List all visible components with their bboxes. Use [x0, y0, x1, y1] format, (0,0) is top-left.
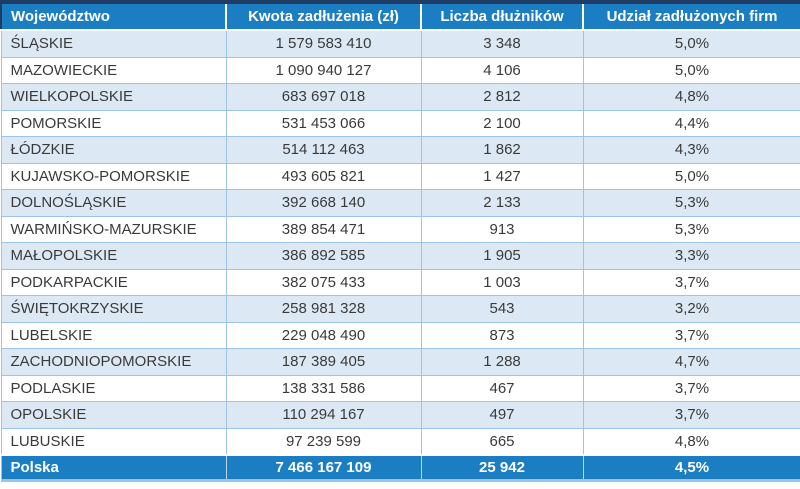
- column-header-share: Udział zadłużonych firm: [583, 4, 800, 30]
- cell-share: 4,8%: [583, 84, 800, 111]
- table-header-row: [1, 4, 800, 30]
- total-debtors: 25 942: [421, 455, 583, 481]
- cell-region: OPOLSKIE: [1, 402, 226, 429]
- cell-share: 4,8%: [583, 428, 800, 455]
- cell-debtors: 1 862: [421, 137, 583, 164]
- table-row: [1, 190, 800, 217]
- table-row: [1, 322, 800, 349]
- cell-region: LUBELSKIE: [1, 322, 226, 349]
- cell-debt: 1 090 940 127: [226, 57, 421, 84]
- table-row: [1, 296, 800, 323]
- cell-debt: 110 294 167: [226, 402, 421, 429]
- cell-region: LUBUSKIE: [1, 428, 226, 455]
- cell-share: 4,4%: [583, 110, 800, 137]
- cell-debtors: 467: [421, 375, 583, 402]
- cell-debtors: 665: [421, 428, 583, 455]
- cell-debtors: 873: [421, 322, 583, 349]
- column-header-debt: Kwota zadłużenia (zł): [226, 4, 421, 30]
- cell-share: 4,3%: [583, 137, 800, 164]
- cell-debtors: 497: [421, 402, 583, 429]
- cell-region: DOLNOŚLĄSKIE: [1, 190, 226, 217]
- table-row: [1, 84, 800, 111]
- cell-debt: 392 668 140: [226, 190, 421, 217]
- cell-share: 4,7%: [583, 349, 800, 376]
- cell-share: 5,0%: [583, 163, 800, 190]
- column-header-region: Województwo: [1, 4, 226, 30]
- table-row: [1, 349, 800, 376]
- cell-share: 3,3%: [583, 243, 800, 270]
- table-row: [1, 216, 800, 243]
- table-row: [1, 243, 800, 270]
- cell-region: MAŁOPOLSKIE: [1, 243, 226, 270]
- cell-debt: 138 331 586: [226, 375, 421, 402]
- cell-share: 5,0%: [583, 30, 800, 57]
- debt-by-voivodeship-table: [0, 4, 800, 482]
- cell-debtors: 1 905: [421, 243, 583, 270]
- cell-debtors: 1 003: [421, 269, 583, 296]
- cell-debt: 97 239 599: [226, 428, 421, 455]
- table-row: [1, 375, 800, 402]
- cell-region: POMORSKIE: [1, 110, 226, 137]
- cell-debtors: 2 133: [421, 190, 583, 217]
- table-row: [1, 163, 800, 190]
- cell-debt: 258 981 328: [226, 296, 421, 323]
- cell-debt: 514 112 463: [226, 137, 421, 164]
- cell-share: 5,3%: [583, 190, 800, 217]
- cell-debt: 531 453 066: [226, 110, 421, 137]
- cell-share: 3,7%: [583, 402, 800, 429]
- total-share: 4,5%: [583, 455, 800, 481]
- cell-debtors: 2 812: [421, 84, 583, 111]
- cell-debt: 389 854 471: [226, 216, 421, 243]
- column-header-debtors: Liczba dłużników: [421, 4, 583, 30]
- cell-debt: 1 579 583 410: [226, 30, 421, 57]
- cell-region: ŚLĄSKIE: [1, 30, 226, 57]
- cell-debtors: 3 348: [421, 30, 583, 57]
- total-debt: 7 466 167 109: [226, 455, 421, 481]
- table-total-row: [1, 455, 800, 481]
- cell-debt: 683 697 018: [226, 84, 421, 111]
- cell-debtors: 1 427: [421, 163, 583, 190]
- cell-debt: 382 075 433: [226, 269, 421, 296]
- cell-share: 5,0%: [583, 57, 800, 84]
- cell-debt: 493 605 821: [226, 163, 421, 190]
- cell-debt: 187 389 405: [226, 349, 421, 376]
- cell-share: 3,7%: [583, 375, 800, 402]
- table-row: [1, 269, 800, 296]
- cell-share: 3,7%: [583, 269, 800, 296]
- cell-share: 3,2%: [583, 296, 800, 323]
- cell-share: 5,3%: [583, 216, 800, 243]
- cell-debt: 386 892 585: [226, 243, 421, 270]
- table-row: [1, 428, 800, 455]
- cell-region: PODKARPACKIE: [1, 269, 226, 296]
- cell-region: PODLASKIE: [1, 375, 226, 402]
- cell-debtors: 4 106: [421, 57, 583, 84]
- table-row: [1, 57, 800, 84]
- cell-debtors: 543: [421, 296, 583, 323]
- cell-region: WIELKOPOLSKIE: [1, 84, 226, 111]
- cell-region: ŁÓDZKIE: [1, 137, 226, 164]
- cell-region: MAZOWIECKIE: [1, 57, 226, 84]
- table-row: [1, 137, 800, 164]
- cell-region: ŚWIĘTOKRZYSKIE: [1, 296, 226, 323]
- cell-debtors: 2 100: [421, 110, 583, 137]
- cell-share: 3,7%: [583, 322, 800, 349]
- cell-region: ZACHODNIOPOMORSKIE: [1, 349, 226, 376]
- table-row: [1, 110, 800, 137]
- cell-region: KUJAWSKO-POMORSKIE: [1, 163, 226, 190]
- table-row: [1, 402, 800, 429]
- cell-region: WARMIŃSKO-MAZURSKIE: [1, 216, 226, 243]
- cell-debt: 229 048 490: [226, 322, 421, 349]
- total-label: Polska: [1, 455, 226, 481]
- cell-debtors: 913: [421, 216, 583, 243]
- table-row: [1, 30, 800, 57]
- cell-debtors: 1 288: [421, 349, 583, 376]
